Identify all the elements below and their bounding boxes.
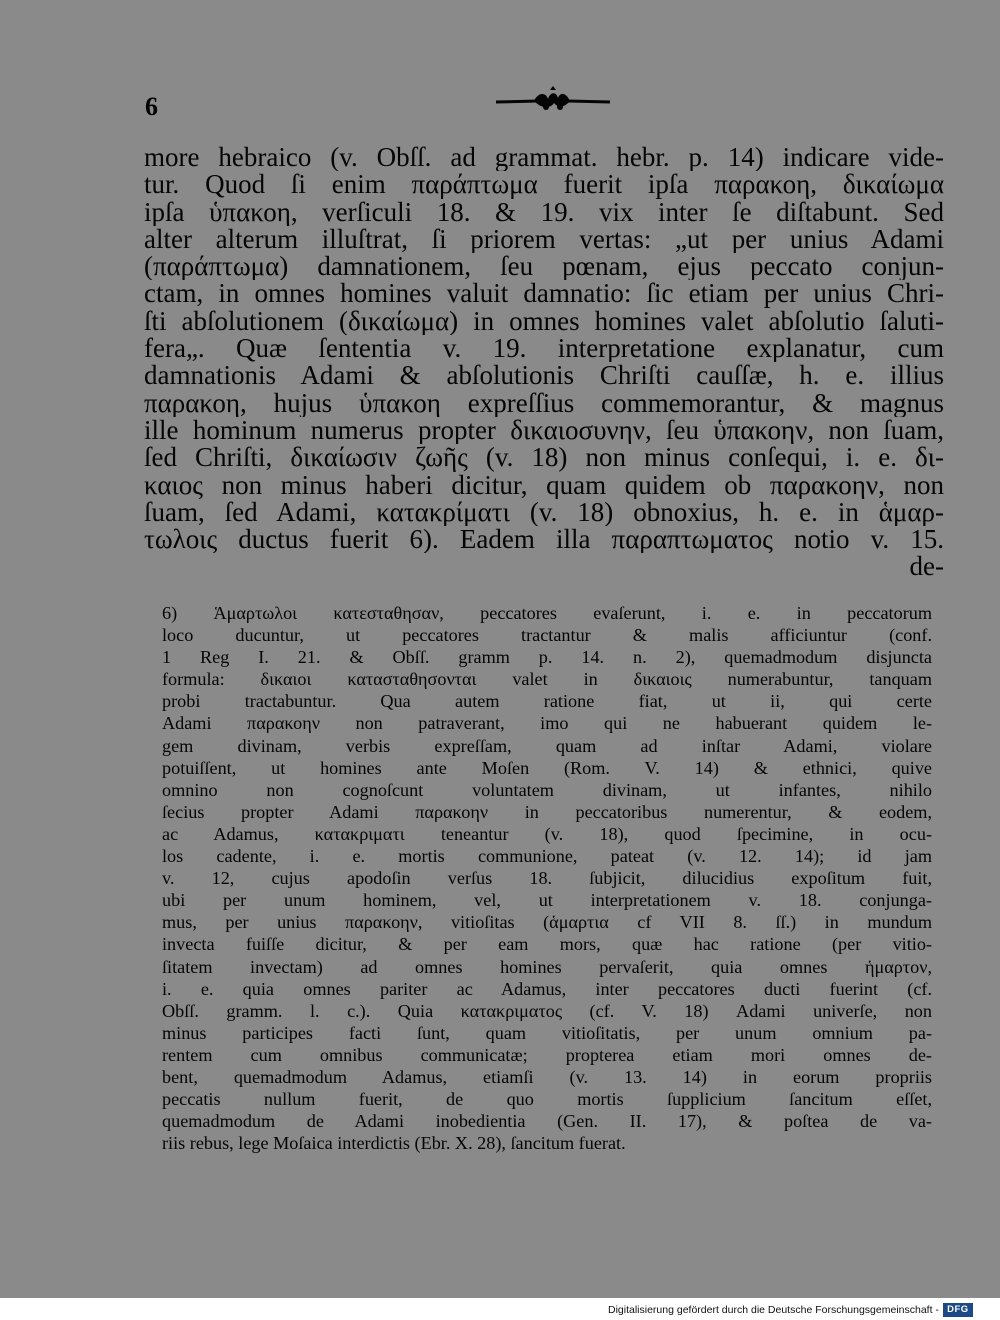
body-text-line: de-: [909, 553, 944, 581]
footnote-line: minus participes facti ſunt, quam vitioſitatis, per unum omnium pa-: [162, 1022, 932, 1043]
footnote-line: loco ducuntur, ut peccatores tractantur & malis afficiuntur (conf.: [162, 625, 932, 646]
body-text-line: καιος non minus haberi dicitur, quam quidem ob παρακοην, non: [144, 471, 944, 499]
footnote-line: bent, quemadmodum Adamus, etiamſi (v. 13. 14) in eorum propriis: [162, 1066, 932, 1087]
printers-ornament-icon: [494, 86, 612, 116]
body-text-line: (παράπτωμα) damnationem, ſeu pœnam, ejus peccato conjun-: [144, 253, 944, 281]
body-text-line: ſti abſolutionem (δικαίωμα) in omnes homines valet abſolutio ſaluti-: [144, 307, 944, 336]
body-text-line: alter alterum illuſtrat, ſi priorem vertas: „ut per unius Adami: [144, 225, 944, 254]
footnote-line: ac Adamus, κατακριματι teneantur (v. 18), quod ſpecimine, in ocu-: [162, 823, 932, 844]
body-text-line: damnationis Adami & abſolutionis Chriſti cauſſæ, h. e. illius: [144, 362, 944, 390]
body-text-line: ipſa ὑπακοη, verſiculi 18. & 19. vix inter ſe diſtabunt. Sed: [144, 198, 944, 226]
main-text-block: [144, 144, 944, 581]
footnote-line: 1 Reg I. 21. & Obſſ. gramm p. 14. n. 2), quemadmodum disjuncta: [162, 647, 932, 668]
credit-text: Digitalisierung gefördert durch die Deutsche Forschungsgemeinschaft -: [608, 1304, 939, 1316]
dfg-logo: DFG: [943, 1303, 973, 1317]
footnote-line: formula: δικαιοι κατασταθησονται valet in δικαιοις numerabuntur, tanquam: [162, 669, 932, 690]
footnote-line: mus, per unius παρακοην, vitioſitas (ἁμαρτια cf VII 8. ſſ.) in mundum: [162, 912, 932, 933]
page-number: 6: [145, 92, 158, 121]
footnote-line: omnino non cognoſcunt voluntatem divinam, ut infantes, nihilo: [162, 779, 932, 800]
footnote-line: ſecius propter Adami παρακοην in peccatoribus numerentur, & eodem,: [162, 801, 932, 822]
footnote-line: potuiſſent, ut homines ante Moſen (Rom. V. 14) & ethnici, quive: [162, 757, 932, 778]
footnote-line: v. 12, cujus apodoſin verſus 18. ſubjicit, dilucidius expoſitum fuit,: [162, 868, 932, 889]
footnote-line: 6) Ἁμαρτωλοι κατεσταθησαν, peccatores evaſerunt, i. e. in peccatorum: [162, 603, 932, 623]
body-text-line: ſed Chriſti, δικαίωσιν ζωῆς (v. 18) non minus conſequi, i. e. δι-: [144, 444, 944, 472]
footnote-line: quemadmodum de Adami inobedientia (Gen. II. 17), & poſtea de va-: [162, 1111, 932, 1132]
footnote-line: riis rebus, lege Moſaica interdictis (Ebr. X. 28), ſancitum fuerat.: [162, 1133, 626, 1154]
body-text-line: ctam, in omnes homines valuit damnatio: ſic etiam per unius Chri-: [144, 280, 944, 308]
footnote-line: invecta fuiſſe dicitur, & per eam mors, quæ hac ratione (per vitio-: [162, 934, 932, 955]
body-text-line: παρακοη, hujus ὑπακοη expreſſius commemorantur, & magnus: [144, 389, 944, 417]
footnote-line: probi tractabuntur. Qua autem ratione fiat, ut ii, qui certe: [162, 691, 932, 712]
digitization-credit: [608, 1302, 973, 1318]
footnote-line: i. e. quia omnes pariter ac Adamus, inter peccatores ducti fuerint (cf.: [162, 978, 932, 999]
footnote-block: [162, 602, 932, 1154]
footnote-line: peccatis nullum fuerit, de quo mortis ſupplicium ſancitum eſſet,: [162, 1089, 932, 1110]
footnote-line: Obſſ. gramm. l. c.). Quia κατακριματος (cf. V. 18) Adami univerſe, non: [162, 1000, 932, 1021]
footnote-line: ſitatem invectam) ad omnes homines pervaſerit, quia omnes ἡμαρτον,: [162, 956, 932, 977]
footnote-line: rentem cum omnibus communicatæ; propterea etiam mori omnes de-: [162, 1044, 932, 1065]
body-text-line: τωλοις ductus fuerit 6). Eadem illa παραπτωματος notio v. 15.: [144, 526, 944, 554]
footnote-line: gem divinam, verbis expreſſam, quam ad inſtar Adami, violare: [162, 735, 932, 756]
body-text-line: ſuam, ſed Adami, κατακρίματι (v. 18) obnoxius, h. e. in ἁμαρ-: [144, 498, 944, 527]
body-text-line: ille hominum numerus propter δικαιοσυνην, ſeu ὑπακοην, non ſuam,: [144, 416, 944, 445]
footnote-line: Adami παρακοην non patraverant, imo qui ne habuerant quidem le-: [162, 713, 932, 734]
body-text-line: more hebraico (v. Obſſ. ad grammat. hebr. p. 14) indicare vide-: [144, 144, 944, 172]
body-text-line: tur. Quod ſi enim παράπτωμα fuerit ipſa παρακοη, δικαίωμα: [144, 171, 944, 199]
body-text-line: fera„. Quæ ſententia v. 19. interpretatione explanatur, cum: [144, 335, 944, 363]
footnote-line: los cadente, i. e. mortis communione, pateat (v. 12. 14); id jam: [162, 846, 932, 867]
footnote-line: ubi per unum hominem, vel, ut interpretationem v. 18. conjunga-: [162, 890, 932, 911]
